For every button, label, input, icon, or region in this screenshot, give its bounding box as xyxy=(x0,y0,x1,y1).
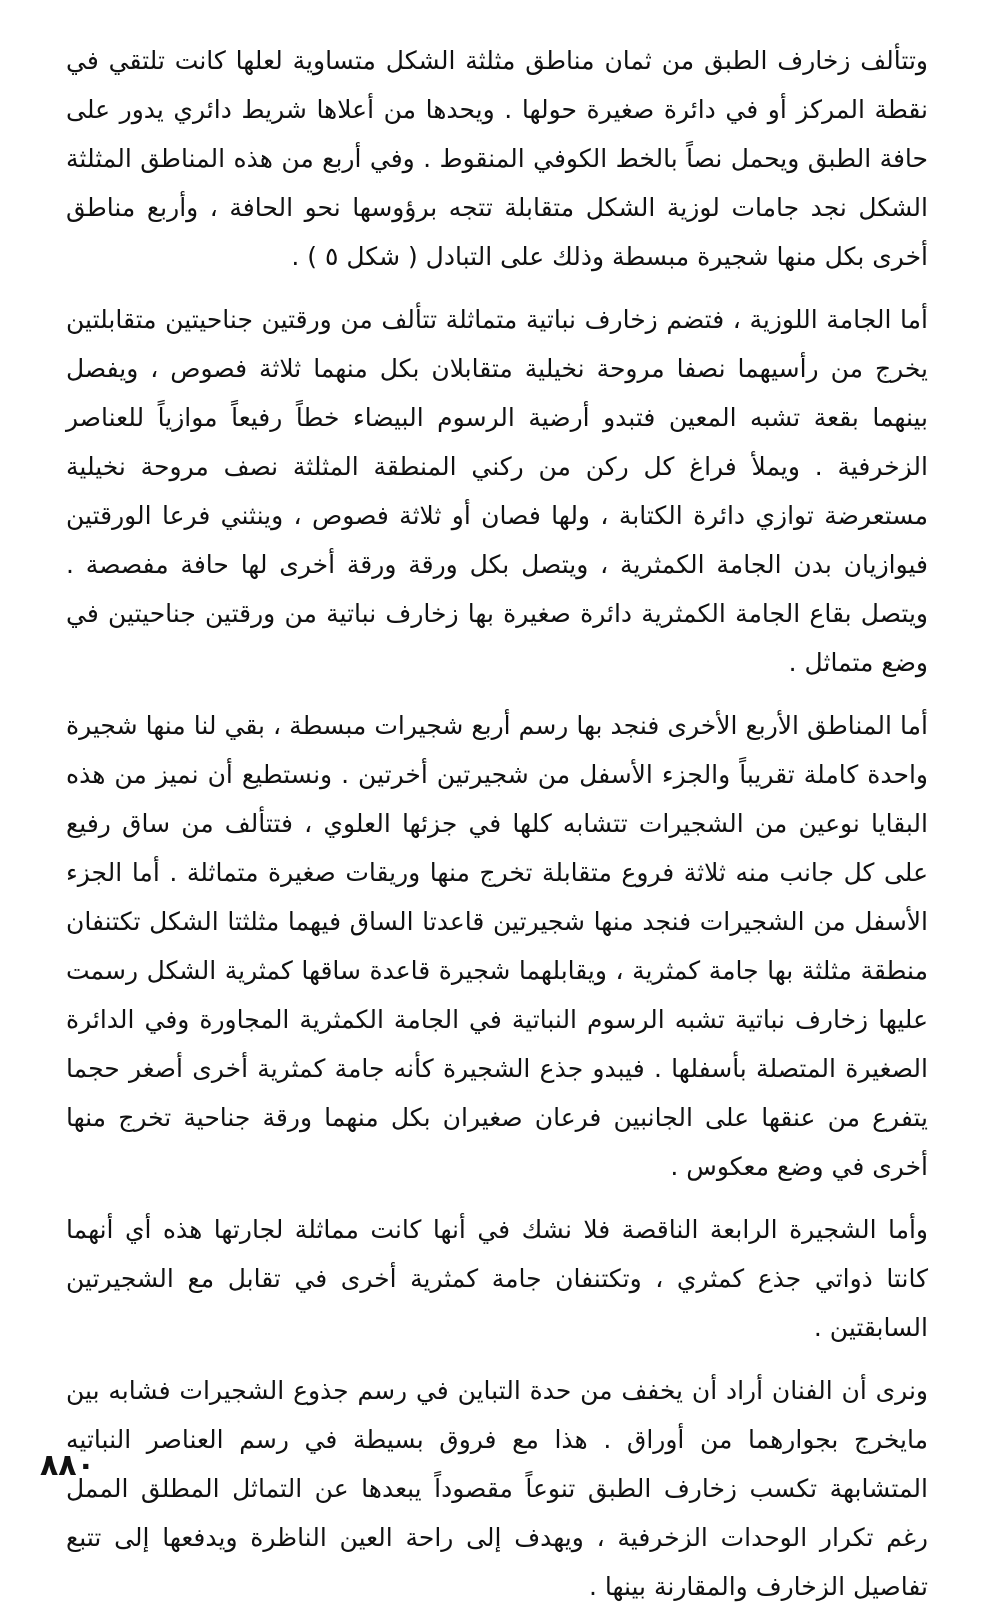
paragraph-4: وأما الشجيرة الرابعة الناقصة فلا نشك في أنها كانت مماثلة لجارتها هذه أي أنهما كانتا ذواتي جذع كمثري ، وتكتنفان جامة كمثرية أخرى في تقابل مع الشجيرتين السابقتين . xyxy=(66,1215,928,1342)
paragraph-5: ونرى أن الفنان أراد أن يخفف من حدة التباين في رسم جذوع الشجيرات فشابه بين مايخرج بجوارهما من أوراق . هذا مع فروق بسيطة في رسم العناصر النباتيه المتشابهة تكسب زخارف الطبق تنوعاً مقصوداً يبعدها عن التماثل المطلق الممل رغم تكرار الوحدات الزخرفية ، ويهدف إلى راحة العين الناظرة ويدفعها إلى تتبع تفاصيل الزخارف والمقارنة بينها . xyxy=(66,1376,928,1601)
page-number: ٨٨٠ xyxy=(40,1448,95,1483)
paragraph-2: أما الجامة اللوزية ، فتضم زخارف نباتية متماثلة تتألف من ورقتين جناحيتين متقابلتين يخرج من رأسيهما نصفا مروحة نخيلية متقابلان بكل منهما ثلاثة فصوص ، ويفصل بينهما بقعة تشبه المعين فتبدو أرضية الرسوم البيضاء خطاً رفيعاً موازياً للعناصر الزخرفية . ويملأ فراغ كل ركن من ركني المنطقة المثلثة نصف مروحة نخيلية مستعرضة توازي دائرة الكتابة ، ولها فصان أو ثلاثة فصوص ، وينثني فرعا الورقتين فيوازيان بدن الجامة الكمثرية ، ويتصل بكل ورقة ورقة أخرى لها حافة مفصصة . ويتصل بقاع الجامة الكمثرية دائرة صغيرة بها زخارف نباتية من ورقتين جناحيتين في وضع متماثل . xyxy=(66,305,928,677)
paragraph-1: وتتألف زخارف الطبق من ثمان مناطق مثلثة الشكل متساوية لعلها كانت تلتقي في نقطة المركز أو في دائرة صغيرة حولها . ويحدها من أعلاها شريط دائري يدور على حافة الطبق ويحمل نصاً بالخط الكوفي المنقوط . وفي أربع من هذه المناطق المثلثة الشكل نجد جامات لوزية الشكل متقابلة تتجه برؤوسها نحو الحافة ، وأربع مناطق أخرى بكل منها شجيرة مبسطة وذلك على التبادل ( شكل ٥ ) . xyxy=(66,46,928,271)
paragraph-3: أما المناطق الأربع الأخرى فنجد بها رسم أربع شجيرات مبسطة ، بقي لنا منها شجيرة واحدة كاملة تقريباً والجزء الأسفل من شجيرتين أخرتين . ونستطيع أن نميز من هذه البقايا نوعين من الشجيرات تتشابه كلها في جزئها العلوي ، فتتألف من ساق رفيع على كل جانب منه ثلاثة فروع متقابلة تخرج منها وريقات صغيرة متماثلة . أما الجزء الأسفل من الشجيرات فنجد منها شجيرتين قاعدتا الساق فيهما مثلثتا الشكل تكتنفان منطقة مثلثة بها جامة كمثرية ، ويقابلهما شجيرة قاعدة ساقها كمثرية الشكل رسمت عليها زخارف نباتية تشبه الرسوم النباتية في الجامة الكمثرية المجاورة وفي الدائرة الصغيرة المتصلة بأسفلها . فيبدو جذع الشجيرة كأنه جامة كمثرية أخرى أصغر حجما يتفرع من عنقها على الجانبين فرعان صغيران بكل منهما ورقة جناحية تخرج منها أخرى في وضع معكوس . xyxy=(66,711,928,1181)
